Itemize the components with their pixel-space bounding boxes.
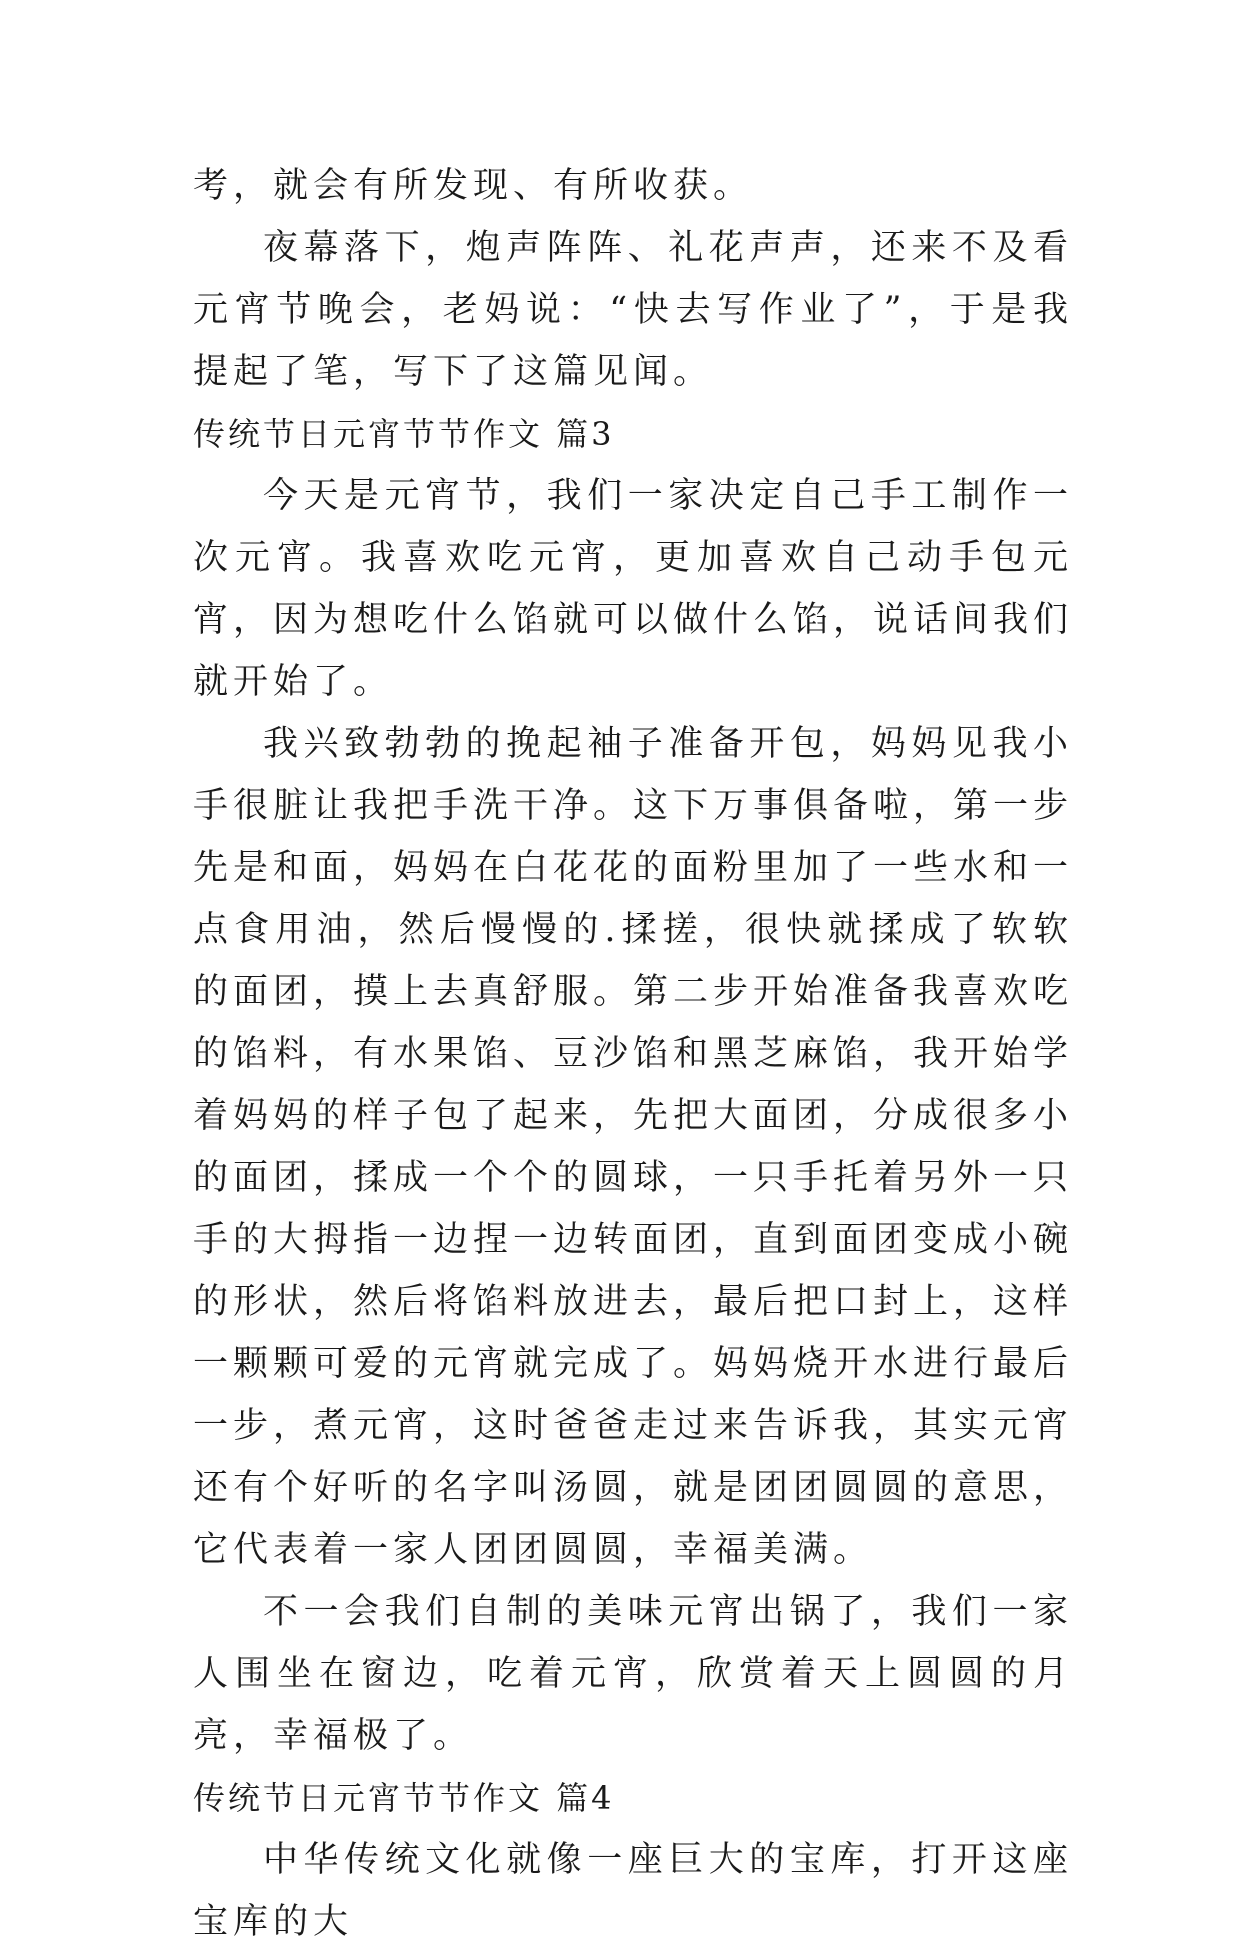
paragraph-making: 我兴致勃勃的挽起袖子准备开包，妈妈见我小手很脏让我把手洗干净。这下万事俱备啦，第一步先是和面，妈妈在白花花的面粉里加了一些水和一点食用油，然后慢慢的.揉搓，很快就揉成了软软的面团，摸上去真舒服。第二步开始准备我喜欢吃的馅料，有水果馅、豆沙馅和黑芝麻馅，我开始学着妈妈的样子包了起来，先把大面团，分成很多小的面团，揉成一个个的圆球，一只手托着另外一只手的大拇指一边捏一边转面团，直到面团变成小碗的形状，然后将馅料放进去，最后把口封上，这样一颗颗可爱的元宵就完成了。妈妈烧开水进行最后一步，煮元宵，这时爸爸走过来告诉我，其实元宵还有个好听的名字叫汤圆，就是团团圆圆的意思，它代表着一家人团团圆圆，幸福美满。 bbox=[193, 724, 1074, 1570]
paragraph-culture: 中华传统文化就像一座巨大的宝库，打开这座宝库的大 bbox=[193, 1840, 1073, 1942]
paragraph-intro: 今天是元宵节，我们一家决定自己手工制作一次元宵。我喜欢吃元宵，更加喜欢自己动手包元宵，因为想吃什么馅就可以做什么馅，说话间我们就开始了。 bbox=[193, 476, 1074, 702]
paragraph-evening: 夜幕落下，炮声阵阵、礼花声声，还来不及看元宵节晚会，老妈说：“快去写作业了”，于是我提起了笔，写下了这篇见闻。 bbox=[193, 228, 1073, 392]
section-heading-3: 传统节日元宵节节作文 篇3 bbox=[193, 415, 615, 453]
document-body bbox=[193, 155, 1073, 1953]
paragraph-continuation: 考，就会有所发现、有所收获。 bbox=[193, 166, 754, 206]
paragraph-ending: 不一会我们自制的美味元宵出锅了，我们一家人围坐在窗边，吃着元宵，欣赏着天上圆圆的月亮，幸福极了。 bbox=[193, 1592, 1073, 1756]
section-heading-4: 传统节日元宵节节作文 篇4 bbox=[193, 1779, 615, 1817]
